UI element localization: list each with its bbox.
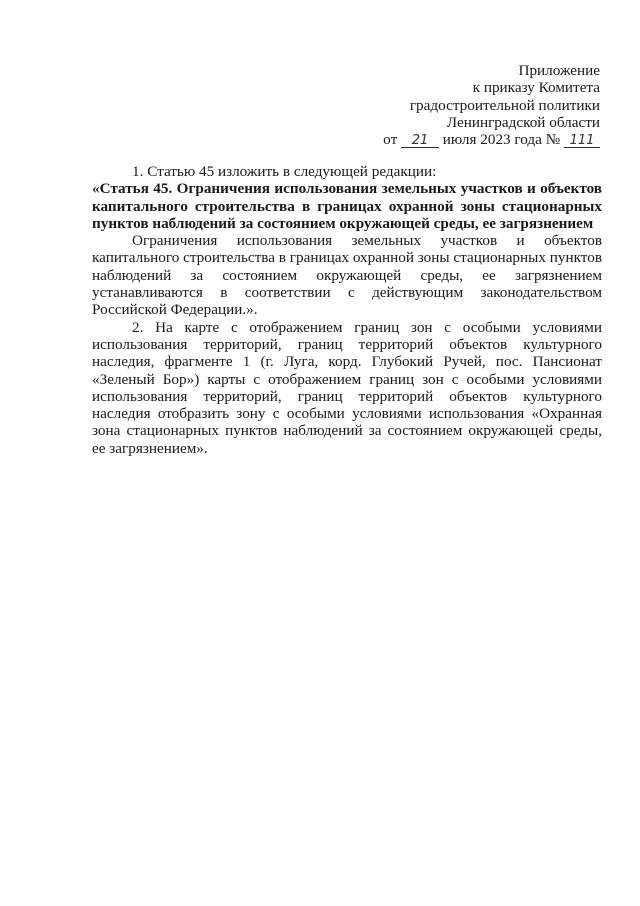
handwritten-order-number: 111 <box>564 134 600 148</box>
item-1-intro: 1. Статью 45 изложить в следующей редакции: <box>132 163 437 180</box>
header-line-region: Ленинградской области <box>446 113 600 131</box>
date-middle: июля 2023 года № <box>442 131 561 149</box>
appendix-header <box>383 62 600 148</box>
item-2-text: 2. На карте с отображением границ зон с особыми условиями использования территорий, границ территорий объектов культурного наследия, фрагменте 1 (г. Луга, корд. Глубокий Ручей, пос. Пансионат «Зеленый Бор») карты с отображением границ зон с особыми условиями использования территорий, границ территорий объектов культурного наследия отобразить зону с особыми условиями использования «Охранная зона стационарных пунктов наблюдений за состоянием окружающей среды, ее загрязнением». <box>92 318 602 457</box>
header-line-appendix: Приложение <box>518 62 600 79</box>
article-45-title: «Статья 45. Ограничения использования земельных участков и объектов капитального строительства в границах охранной зоны стационарных пунктов наблюдений за состоянием окружающей среды, ее загрязнением <box>92 180 602 232</box>
header-line-order: к приказу Комитета <box>472 79 600 97</box>
article-45-text: Ограничения использования земельных участков и объектов капитального строительства в границах охранной зоны стационарных пунктов наблюдений за состоянием окружающей среды, ее загрязнением устанавливаются в соответствии с действующим законодательством Российской Федерации.». <box>92 232 602 319</box>
date-prefix: от <box>383 131 398 149</box>
handwritten-day: 21 <box>401 134 439 148</box>
header-line-committee: градостроительной политики <box>409 96 600 114</box>
header-date-line <box>383 131 600 148</box>
document-body <box>92 163 602 457</box>
